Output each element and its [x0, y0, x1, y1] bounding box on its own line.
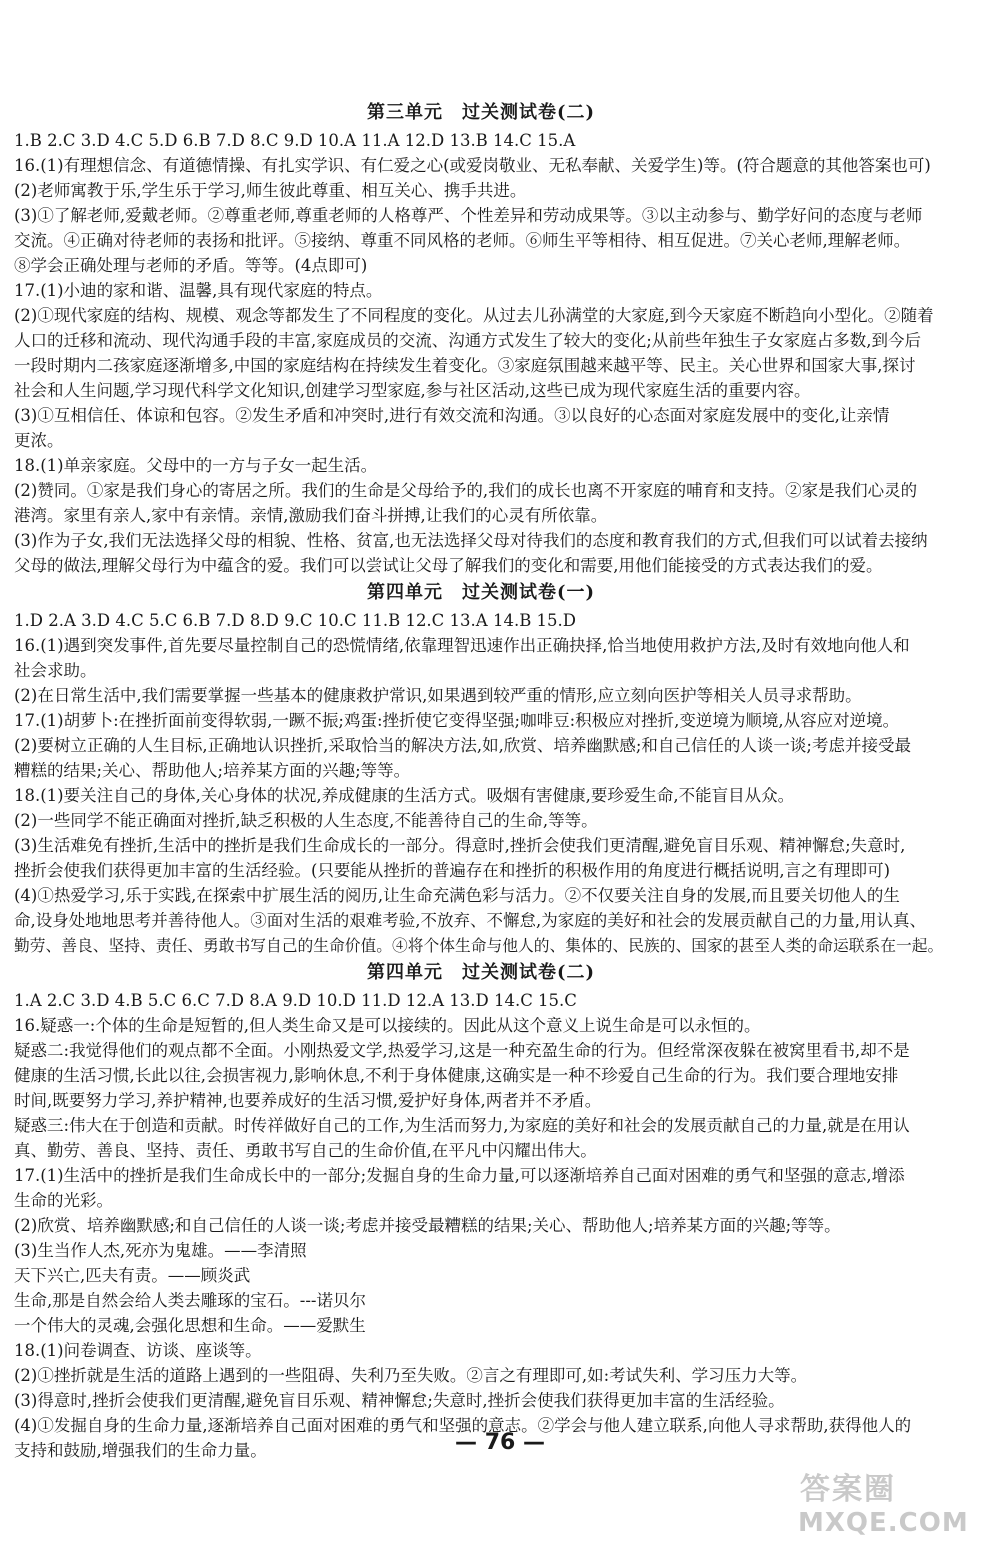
answer-line: 人口的迁移和流动、现代沟通手段的丰富,家庭成员的交流、沟通方式发生了较大的变化;从前些年独生子女家庭占多数,到今后: [14, 331, 922, 350]
answer-line: 17.(1)小迪的家和谐、温馨,具有现代家庭的特点。: [14, 281, 383, 300]
answer-line: (2)在日常生活中,我们需要掌握一些基本的健康救护常识,如果遇到较严重的情形,应立刻向医护等相关人员寻求帮助。: [14, 686, 862, 705]
answer-line: 生命的光彩。: [14, 1191, 113, 1210]
answer-line: (3)得意时,挫折会使我们更清醒,避免盲目乐观、精神懈怠;失意时,挫折会使我们获得更加丰富的生活经验。: [14, 1391, 785, 1410]
answer-line: ⑧学会正确处理与老师的矛盾。等等。(4点即可): [14, 256, 368, 275]
answer-section: [14, 578, 948, 958]
answer-line: 18.(1)要关注自己的身体,关心身体的状况,养成健康的生活方式。吸烟有害健康,要珍爱生命,不能盲目从众。: [14, 786, 795, 805]
section-title: 第四单元 过关测试卷(二): [366, 962, 596, 983]
answer-line: 生命,那是自然会给人类去雕琢的宝石。---诺贝尔: [14, 1291, 366, 1310]
answer-line: 时间,既要努力学习,养护精神,也要养成好的生活习惯,爱护好身体,两者并不矛盾。: [14, 1091, 602, 1110]
answer-line: 父母的做法,理解父母行为中蕴含的爱。我们可以尝试让父母了解我们的变化和需要,用他们能接受的方式表达我们的爱。: [14, 556, 883, 575]
answer-line: 支持和鼓励,增强我们的生命力量。: [14, 1441, 267, 1460]
answer-line: 17.(1)胡萝卜:在挫折面前变得软弱,一蹶不振;鸡蛋:挫折使它变得坚强;咖啡豆:积极应对挫折,变逆境为顺境,从容应对逆境。: [14, 711, 900, 730]
answer-line: 挫折会使我们获得更加丰富的生活经验。(只要能从挫折的普遍存在和挫折的积极作用的角度进行概括说明,言之有理即可): [14, 861, 891, 880]
answer-line: 18.(1)单亲家庭。父母中的一方与子女一起生活。: [14, 456, 378, 475]
answer-line: 16.(1)遇到突发事件,首先要尽量控制自己的恐慌情绪,依靠理智迅速作出正确抉择,恰当地使用救护方法,及时有效地向他人和: [14, 636, 910, 655]
answer-line: (4)①发掘自身的生命力量,逐渐培养自己面对困难的勇气和坚强的意志。②学会与他人建立联系,向他人寻求帮助,获得他人的: [14, 1416, 912, 1435]
answer-line: 1.B 2.C 3.D 4.C 5.D 6.B 7.D 8.C 9.D 10.A 11.A 12.D 13.B 14.C 15.A: [14, 131, 576, 150]
answer-line: 1.D 2.A 3.D 4.C 5.C 6.B 7.D 8.D 9.C 10.C 11.B 12.C 13.A 14.B 15.D: [14, 611, 577, 630]
answer-line: 更浓。: [14, 431, 64, 450]
answer-section: [14, 98, 948, 578]
answer-line: (2)要树立正确的人生目标,正确地认识挫折,采取恰当的解决方法,如,欣赏、培养幽默感;和自己信任的人谈一谈;考虑并接受最: [14, 736, 911, 755]
answer-line: (2)①挫折就是生活的道路上遇到的一些阻碍、失利乃至失败。②言之有理即可,如:考试失利、学习压力大等。: [14, 1366, 808, 1385]
answer-line: (3)作为子女,我们无法选择父母的相貌、性格、贫富,也无法选择父母对待我们的态度和教育我们的方式,但我们可以试着去接纳: [14, 531, 928, 550]
answer-line: 17.(1)生活中的挫折是我们生命成长中的一部分;发掘自身的生命力量,可以逐渐培养自己面对困难的勇气和坚强的意志,增添: [14, 1166, 905, 1185]
answer-line: 社会和人生问题,学习现代科学文化知识,创建学习型家庭,参与社区活动,这些已成为现代家庭生活的重要内容。: [14, 381, 811, 400]
answer-line: 糟糕的结果;关心、帮助他人;培养某方面的兴趣;等等。: [14, 761, 411, 780]
answer-line: 疑惑二:我觉得他们的观点都不全面。小刚热爱文学,热爱学习,这是一种充盈生命的行为。但经常深夜躲在被窝里看书,却不是: [14, 1041, 910, 1060]
answer-line: 天下兴亡,匹夫有责。——顾炎武: [14, 1266, 251, 1285]
answer-content: [14, 98, 948, 1463]
answer-line: (3)①互相信任、体谅和包容。②发生矛盾和冲突时,进行有效交流和沟通。③以良好的心态面对家庭发展中的变化,让亲情: [14, 406, 890, 425]
answer-line: (4)①热爱学习,乐于实践,在探索中扩展生活的阅历,让生命充满色彩与活力。②不仅要关注自身的发展,而且要关切他人的生: [14, 886, 900, 905]
watermark-logo: 答案圈: [800, 1472, 896, 1507]
answer-section: [14, 958, 948, 1463]
watermark-url: MXQE.COM: [798, 1508, 969, 1538]
section-title: 第三单元 过关测试卷(二): [366, 102, 596, 123]
answer-line: (2)①现代家庭的结构、规模、观念等都发生了不同程度的变化。从过去儿孙满堂的大家庭,到今天家庭不断趋向小型化。②随着: [14, 306, 934, 325]
answer-line: 1.A 2.C 3.D 4.B 5.C 6.C 7.D 8.A 9.D 10.D 11.D 12.A 13.D 14.C 15.C: [14, 991, 577, 1010]
answer-line: 社会求助。: [14, 661, 97, 680]
answer-line: 一个伟大的灵魂,会强化思想和生命。——爱默生: [14, 1316, 366, 1335]
answer-line: 16.(1)有理想信念、有道德情操、有扎实学识、有仁爱之心(或爱岗敬业、无私奉献、关爱学生)等。(符合题意的其他答案也可): [14, 156, 931, 175]
answer-line: 一段时期内二孩家庭逐渐增多,中国的家庭结构在持续发生着变化。③家庭氛围越来越平等、民主。关心世界和国家大事,探讨: [14, 356, 916, 375]
answer-line: (2)赞同。①家是我们身心的寄居之所。我们的生命是父母给予的,我们的成长也离不开家庭的哺育和支持。②家是我们心灵的: [14, 481, 918, 500]
answer-line: 健康的生活习惯,长此以往,会损害视力,影响休息,不利于身体健康,这确实是一种不珍爱自己生命的行为。我们要合理地安排: [14, 1066, 899, 1085]
answer-line: 16.疑惑一:个体的生命是短暂的,但人类生命又是可以接续的。因此从这个意义上说生命是可以永恒的。: [14, 1016, 761, 1035]
answer-line: (3)生活难免有挫折,生活中的挫折是我们生命成长的一部分。得意时,挫折会使我们更清醒,避免盲目乐观、精神懈怠;失意时,: [14, 836, 906, 855]
page-number: — 76 —: [455, 1430, 545, 1455]
answer-line: 18.(1)问卷调查、访谈、座谈等。: [14, 1341, 262, 1360]
answer-line: (2)一些同学不能正确面对挫折,缺乏积极的人生态度,不能善待自己的生命,等等。: [14, 811, 598, 830]
answer-line: (3)生当作人杰,死亦为鬼雄。——李清照: [14, 1241, 307, 1260]
answer-line: 勤劳、善良、坚持、责任、勇敢书写自己的生命价值。④将个体生命与他人的、集体的、民族的、国家的甚至人类的命运联系在一起。: [14, 936, 944, 955]
section-title: 第四单元 过关测试卷(一): [366, 582, 596, 603]
answer-line: (3)①了解老师,爱戴老师。②尊重老师,尊重老师的人格尊严、个性差异和劳动成果等。③以主动参与、勤学好问的态度与老师: [14, 206, 923, 225]
answer-line: 港湾。家里有亲人,家中有亲情。亲情,激励我们奋斗拼搏,让我们的心灵有所依靠。: [14, 506, 608, 525]
answer-line: 疑惑三:伟大在于创造和贡献。时传祥做好自己的工作,为生活而努力,为家庭的美好和社会的发展贡献自己的力量,就是在用认: [14, 1116, 910, 1135]
answer-line: 真、勤劳、善良、坚持、责任、勇敢书写自己的生命价值,在平凡中闪耀出伟大。: [14, 1141, 597, 1160]
answer-line: (2)老师寓教于乐,学生乐于学习,师生彼此尊重、相互关心、携手共进。: [14, 181, 527, 200]
answer-line: (2)欣赏、培养幽默感;和自己信任的人谈一谈;考虑并接受最糟糕的结果;关心、帮助他人;培养某方面的兴趣;等等。: [14, 1216, 841, 1235]
answer-line: 命,设身处地地思考并善待他人。③面对生活的艰难考验,不放弃、不懈怠,为家庭的美好和社会的发展贡献自己的力量,用认真、: [14, 911, 926, 930]
answer-line: 交流。④正确对待老师的表扬和批评。⑤接纳、尊重不同风格的老师。⑥师生平等相待、相互促进。⑦关心老师,理解老师。: [14, 231, 911, 250]
